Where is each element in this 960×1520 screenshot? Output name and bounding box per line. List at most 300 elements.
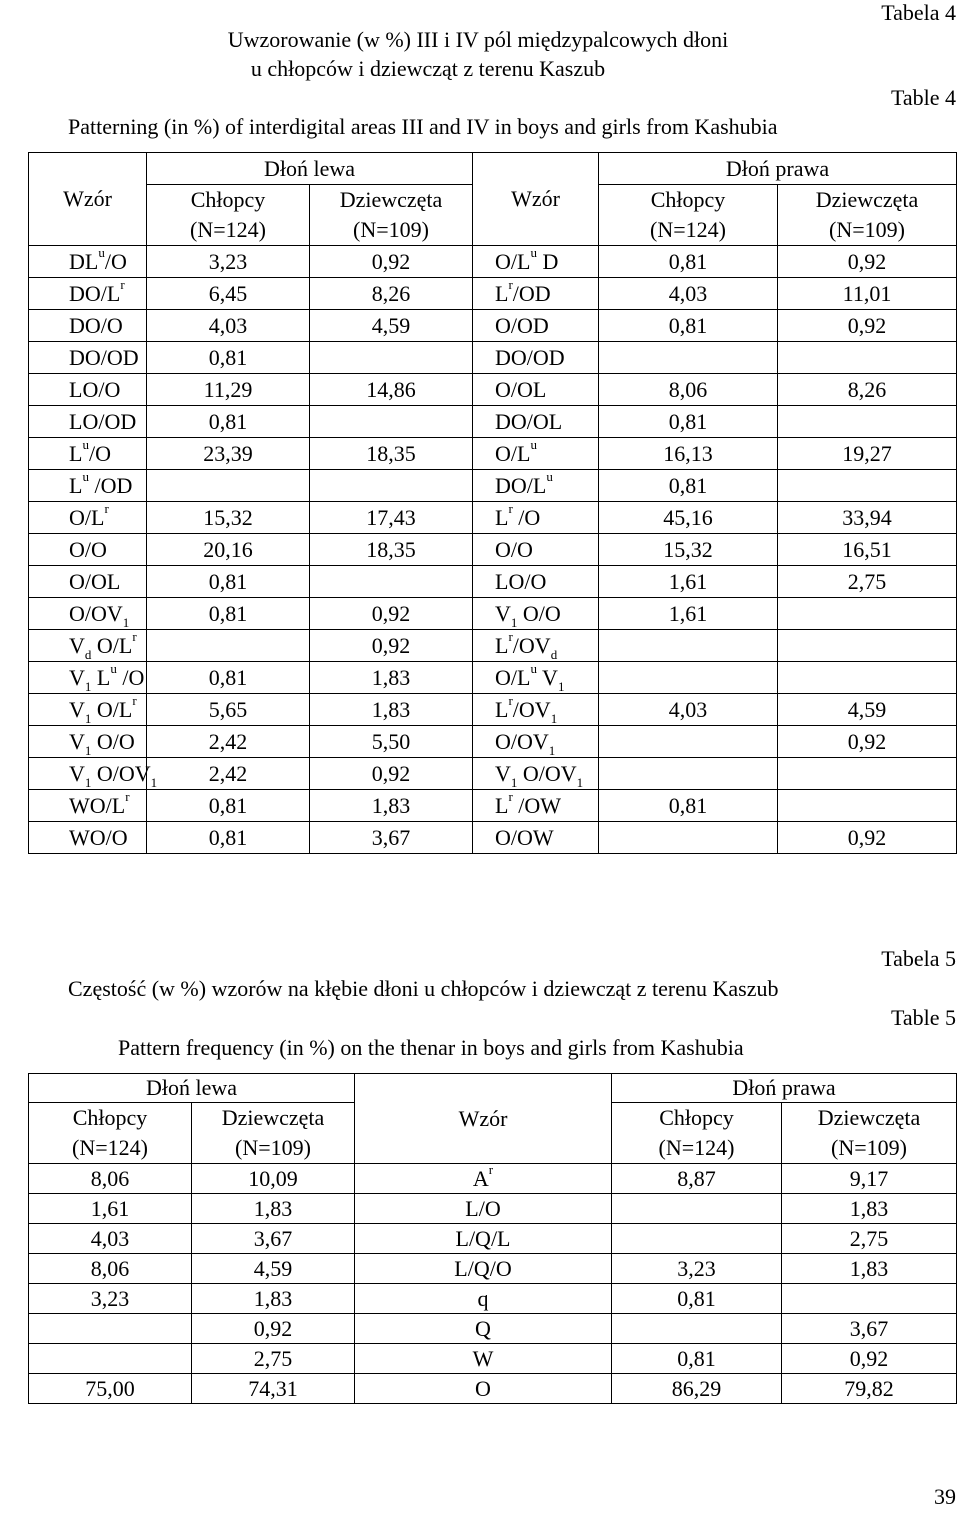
left-pattern-cell bbox=[29, 694, 147, 726]
left-boys-cell: 4,03 bbox=[147, 310, 310, 342]
table-row bbox=[29, 694, 957, 726]
pattern-part: r bbox=[508, 693, 513, 709]
t5-header-right-girls: Dziewczęta (N=109) bbox=[782, 1103, 957, 1164]
t5-header-right-hand: Dłoń prawa bbox=[612, 1074, 957, 1103]
right-girls-cell bbox=[778, 790, 957, 822]
left-girls-cell: 1,83 bbox=[192, 1284, 355, 1314]
right-boys-cell: 0,81 bbox=[599, 790, 778, 822]
pattern-part: V bbox=[69, 632, 85, 658]
pattern-part: /O bbox=[116, 664, 145, 690]
pattern-part: WO/O bbox=[69, 824, 128, 850]
pattern-part: D bbox=[536, 248, 559, 274]
left-girls-cell: 2,75 bbox=[192, 1344, 355, 1374]
right-pattern-cell bbox=[473, 246, 599, 278]
table-row bbox=[29, 758, 957, 790]
pattern-part: r bbox=[132, 693, 137, 709]
left-pattern-cell bbox=[29, 470, 147, 502]
pattern-part: 1 bbox=[84, 774, 92, 790]
pattern-part: O/L bbox=[495, 248, 531, 274]
right-boys-cell: 3,23 bbox=[612, 1254, 782, 1284]
table-row bbox=[29, 1284, 957, 1314]
pattern-part: V bbox=[495, 760, 511, 786]
left-pattern-cell bbox=[29, 374, 147, 406]
table-row bbox=[29, 342, 957, 374]
right-boys-cell: 16,13 bbox=[599, 438, 778, 470]
pattern-part: u bbox=[82, 437, 89, 453]
left-girls-cell bbox=[310, 406, 473, 438]
table-row bbox=[29, 278, 957, 310]
table-row bbox=[29, 310, 957, 342]
right-girls-cell bbox=[778, 406, 957, 438]
table-row bbox=[29, 1194, 957, 1224]
right-boys-cell: 0,81 bbox=[612, 1344, 782, 1374]
pattern-part: O/OL bbox=[69, 568, 121, 594]
table-row bbox=[29, 1374, 957, 1404]
right-girls-cell: 2,75 bbox=[782, 1224, 957, 1254]
pattern-part: /OW bbox=[512, 792, 562, 818]
left-boys-cell bbox=[147, 470, 310, 502]
right-boys-cell: 1,61 bbox=[599, 566, 778, 598]
table-row bbox=[29, 630, 957, 662]
left-girls-cell: 1,83 bbox=[310, 694, 473, 726]
left-pattern-cell bbox=[29, 310, 147, 342]
right-boys-cell: 4,03 bbox=[599, 278, 778, 310]
pattern-part: DO/O bbox=[69, 312, 123, 338]
pattern-cell bbox=[355, 1254, 612, 1284]
pattern-part: /OD bbox=[88, 472, 133, 498]
pattern-part: /O bbox=[512, 504, 541, 530]
pattern-cell bbox=[355, 1284, 612, 1314]
right-boys-cell: 0,81 bbox=[599, 470, 778, 502]
pattern-part: u bbox=[110, 661, 117, 677]
right-pattern-cell bbox=[473, 342, 599, 374]
right-girls-cell bbox=[778, 758, 957, 790]
table-row bbox=[29, 598, 957, 630]
pattern-part: 1 bbox=[150, 774, 158, 790]
pattern-part: L/Q/O bbox=[454, 1255, 512, 1281]
pattern-part: r bbox=[488, 1162, 494, 1178]
left-girls-cell: 5,50 bbox=[310, 726, 473, 758]
table-row bbox=[29, 566, 957, 598]
right-boys-cell bbox=[599, 726, 778, 758]
right-pattern-cell bbox=[473, 470, 599, 502]
pattern-part: O/L bbox=[495, 664, 531, 690]
left-pattern-cell bbox=[29, 438, 147, 470]
left-boys-cell bbox=[29, 1314, 192, 1344]
left-pattern-cell bbox=[29, 534, 147, 566]
pattern-part: r bbox=[508, 277, 513, 293]
table-row bbox=[29, 438, 957, 470]
right-boys-cell: 45,16 bbox=[599, 502, 778, 534]
pattern-part: V bbox=[495, 600, 511, 626]
left-girls-cell: 0,92 bbox=[310, 758, 473, 790]
pattern-part: 1 bbox=[550, 710, 558, 726]
table4-title-pl-line1: Uwzorowanie (w %) III i IV pól międzypalcowych dłoni bbox=[227, 27, 729, 52]
right-girls-cell: 9,17 bbox=[782, 1164, 957, 1194]
table-row bbox=[29, 1344, 957, 1374]
right-pattern-cell bbox=[473, 502, 599, 534]
t4-header-right-boys: Chłopcy (N=124) bbox=[599, 185, 778, 246]
pattern-part: O/O bbox=[91, 728, 135, 754]
pattern-part: u bbox=[546, 469, 553, 485]
right-pattern-cell bbox=[473, 790, 599, 822]
left-girls-cell: 74,31 bbox=[192, 1374, 355, 1404]
pattern-part: /OV bbox=[512, 696, 551, 722]
left-girls-cell bbox=[310, 342, 473, 374]
left-girls-cell: 10,09 bbox=[192, 1164, 355, 1194]
left-girls-cell: 18,35 bbox=[310, 438, 473, 470]
left-girls-cell: 1,83 bbox=[310, 662, 473, 694]
right-pattern-cell bbox=[473, 758, 599, 790]
table-row bbox=[29, 1314, 957, 1344]
left-boys-cell: 6,45 bbox=[147, 278, 310, 310]
right-girls-cell: 16,51 bbox=[778, 534, 957, 566]
right-girls-cell: 0,92 bbox=[778, 726, 957, 758]
pattern-part: /O bbox=[104, 248, 127, 274]
pattern-part: DL bbox=[69, 248, 99, 274]
table5-body bbox=[29, 1164, 957, 1404]
left-girls-cell: 3,67 bbox=[310, 822, 473, 854]
left-boys-cell: 0,81 bbox=[147, 662, 310, 694]
left-boys-cell: 0,81 bbox=[147, 822, 310, 854]
right-girls-cell: 0,92 bbox=[778, 310, 957, 342]
left-boys-cell: 5,65 bbox=[147, 694, 310, 726]
left-boys-cell: 15,32 bbox=[147, 502, 310, 534]
t5-header-left-hand: Dłoń lewa bbox=[29, 1074, 355, 1103]
pattern-part: 1 bbox=[548, 742, 556, 758]
right-pattern-cell bbox=[473, 726, 599, 758]
pattern-part: d bbox=[550, 646, 558, 662]
pattern-part: r bbox=[508, 629, 513, 645]
left-pattern-cell bbox=[29, 598, 147, 630]
pattern-cell bbox=[355, 1374, 612, 1404]
pattern-part: u bbox=[530, 437, 537, 453]
table4-title-en: Patterning (in %) of interdigital areas III and IV in boys and girls from Kashubia bbox=[68, 114, 778, 139]
right-boys-cell bbox=[612, 1314, 782, 1344]
right-pattern-cell bbox=[473, 438, 599, 470]
right-boys-cell: 8,06 bbox=[599, 374, 778, 406]
left-girls-cell: 1,83 bbox=[192, 1194, 355, 1224]
pattern-part: DO/OL bbox=[495, 408, 563, 434]
right-girls-cell: 19,27 bbox=[778, 438, 957, 470]
right-boys-cell: 0,81 bbox=[599, 246, 778, 278]
right-boys-cell: 8,87 bbox=[612, 1164, 782, 1194]
left-boys-cell: 0,81 bbox=[147, 566, 310, 598]
t4-header-left-hand: Dłoń lewa bbox=[147, 153, 473, 185]
pattern-cell bbox=[355, 1224, 612, 1254]
left-boys-cell: 0,81 bbox=[147, 598, 310, 630]
table-row bbox=[29, 726, 957, 758]
left-boys-cell: 11,29 bbox=[147, 374, 310, 406]
right-boys-cell: 86,29 bbox=[612, 1374, 782, 1404]
right-girls-cell: 0,92 bbox=[778, 246, 957, 278]
left-girls-cell: 14,86 bbox=[310, 374, 473, 406]
left-girls-cell: 0,92 bbox=[310, 598, 473, 630]
pattern-part: DO/L bbox=[495, 472, 547, 498]
left-boys-cell: 8,06 bbox=[29, 1254, 192, 1284]
left-pattern-cell bbox=[29, 278, 147, 310]
right-pattern-cell bbox=[473, 662, 599, 694]
right-girls-cell: 2,75 bbox=[778, 566, 957, 598]
left-pattern-cell bbox=[29, 758, 158, 790]
left-boys-cell bbox=[147, 630, 310, 662]
right-boys-cell bbox=[612, 1224, 782, 1254]
pattern-part: L bbox=[495, 504, 509, 530]
left-pattern-cell bbox=[29, 502, 147, 534]
pattern-part: O/OL bbox=[495, 376, 547, 402]
t4-header-left-girls: Dziewczęta (N=109) bbox=[310, 185, 473, 246]
right-pattern-cell bbox=[473, 406, 599, 438]
t4-header-right-hand: Dłoń prawa bbox=[599, 153, 957, 185]
pattern-part: 1 bbox=[84, 678, 92, 694]
table4-title-pl-line2: u chłopców i dziewcząt z terenu Kaszub bbox=[250, 56, 606, 81]
left-pattern-cell bbox=[29, 726, 147, 758]
left-girls-cell: 0,92 bbox=[192, 1314, 355, 1344]
right-pattern-cell bbox=[473, 598, 599, 630]
table5-label-en: Table 5 bbox=[890, 1005, 956, 1030]
pattern-part: 1 bbox=[576, 774, 584, 790]
pattern-part: L/Q/L bbox=[455, 1225, 511, 1251]
pattern-part: O/O bbox=[69, 536, 107, 562]
left-boys-cell: 2,42 bbox=[147, 726, 310, 758]
left-pattern-cell bbox=[29, 342, 147, 374]
right-girls-cell: 4,59 bbox=[778, 694, 957, 726]
right-boys-cell: 0,81 bbox=[599, 406, 778, 438]
right-boys-cell bbox=[599, 662, 778, 694]
left-pattern-cell bbox=[29, 566, 147, 598]
left-boys-cell: 20,16 bbox=[147, 534, 310, 566]
t5-header-left-boys: Chłopcy (N=124) bbox=[29, 1103, 192, 1164]
t4-header-pattern-right: Wzór bbox=[473, 153, 599, 246]
table-row bbox=[29, 374, 957, 406]
left-girls-cell bbox=[310, 470, 473, 502]
pattern-part: O/O bbox=[495, 536, 533, 562]
left-boys-cell: 2,42 bbox=[147, 758, 310, 790]
pattern-part: O/OV bbox=[495, 728, 549, 754]
pattern-cell bbox=[355, 1164, 612, 1194]
pattern-part: r bbox=[508, 789, 513, 805]
pattern-part: O/L bbox=[69, 504, 105, 530]
pattern-part: L/O bbox=[465, 1195, 501, 1221]
right-boys-cell: 15,32 bbox=[599, 534, 778, 566]
table-row bbox=[29, 1164, 957, 1194]
pattern-part: O/L bbox=[91, 696, 133, 722]
pattern-cell bbox=[355, 1194, 612, 1224]
right-boys-cell: 1,61 bbox=[599, 598, 778, 630]
pattern-part: O/OV bbox=[69, 600, 123, 626]
left-girls-cell: 4,59 bbox=[310, 310, 473, 342]
right-boys-cell: 0,81 bbox=[612, 1284, 782, 1314]
table5-title-pl: Częstość (w %) wzorów na kłębie dłoni u chłopców i dziewcząt z terenu Kaszub bbox=[68, 976, 779, 1001]
pattern-part: L bbox=[495, 280, 509, 306]
t5-header-left-girls: Dziewczęta (N=109) bbox=[192, 1103, 355, 1164]
table-row bbox=[29, 406, 957, 438]
pattern-part: 1 bbox=[557, 678, 565, 694]
pattern-part: V bbox=[69, 664, 85, 690]
pattern-part: LO/OD bbox=[69, 408, 137, 434]
pattern-part: V bbox=[69, 760, 85, 786]
left-girls-cell: 17,43 bbox=[310, 502, 473, 534]
left-pattern-cell bbox=[29, 246, 147, 278]
right-girls-cell bbox=[778, 662, 957, 694]
pattern-part: u bbox=[82, 469, 89, 485]
table-row bbox=[29, 1254, 957, 1284]
pattern-part: A bbox=[472, 1165, 489, 1191]
right-girls-cell bbox=[778, 630, 957, 662]
pattern-part: L bbox=[69, 472, 83, 498]
pattern-part: /OV bbox=[512, 632, 551, 658]
pattern-part: O/OD bbox=[495, 312, 549, 338]
left-boys-cell: 1,61 bbox=[29, 1194, 192, 1224]
right-boys-cell bbox=[599, 342, 778, 374]
right-boys-cell bbox=[599, 822, 778, 854]
pattern-part: 1 bbox=[510, 614, 518, 630]
left-pattern-cell bbox=[29, 630, 147, 662]
table-row bbox=[29, 790, 957, 822]
table5-label-pl: Tabela 5 bbox=[881, 946, 956, 971]
pattern-part: r bbox=[508, 501, 513, 517]
pattern-part: O/OV bbox=[517, 760, 577, 786]
left-boys-cell: 23,39 bbox=[147, 438, 310, 470]
pattern-part: /OD bbox=[512, 280, 551, 306]
right-pattern-cell bbox=[473, 566, 599, 598]
left-boys-cell: 0,81 bbox=[147, 406, 310, 438]
pattern-part: u bbox=[98, 245, 105, 261]
pattern-part: d bbox=[84, 646, 92, 662]
pattern-cell bbox=[355, 1314, 612, 1344]
left-girls-cell: 4,59 bbox=[192, 1254, 355, 1284]
pattern-part: DO/L bbox=[69, 280, 121, 306]
pattern-part: r bbox=[120, 277, 125, 293]
right-boys-cell bbox=[612, 1194, 782, 1224]
pattern-part: V bbox=[536, 664, 558, 690]
right-girls-cell: 8,26 bbox=[778, 374, 957, 406]
right-pattern-cell bbox=[473, 630, 599, 662]
right-girls-cell: 33,94 bbox=[778, 502, 957, 534]
pattern-part: WO/L bbox=[69, 792, 126, 818]
pattern-part: O/OV bbox=[91, 760, 151, 786]
left-girls-cell: 0,92 bbox=[310, 630, 473, 662]
table4 bbox=[28, 152, 957, 854]
table4-label-pl: Tabela 4 bbox=[881, 0, 956, 25]
right-girls-cell: 79,82 bbox=[782, 1374, 957, 1404]
left-pattern-cell bbox=[29, 662, 147, 694]
right-girls-cell: 0,92 bbox=[778, 822, 957, 854]
pattern-part: q bbox=[477, 1285, 489, 1311]
left-girls-cell: 0,92 bbox=[310, 246, 473, 278]
table4-body bbox=[29, 246, 957, 854]
pattern-part: r bbox=[104, 501, 109, 517]
table5 bbox=[28, 1073, 957, 1404]
pattern-part: DO/OD bbox=[495, 344, 565, 370]
pattern-part: LO/O bbox=[69, 376, 121, 402]
right-pattern-cell bbox=[473, 822, 599, 854]
left-boys-cell: 75,00 bbox=[29, 1374, 192, 1404]
pattern-part: L bbox=[495, 792, 509, 818]
right-boys-cell: 0,81 bbox=[599, 310, 778, 342]
pattern-part: O bbox=[475, 1375, 491, 1401]
right-boys-cell: 4,03 bbox=[599, 694, 778, 726]
left-boys-cell: 3,23 bbox=[147, 246, 310, 278]
pattern-part: r bbox=[132, 629, 137, 645]
pattern-part: 1 bbox=[84, 742, 92, 758]
pattern-part: L bbox=[69, 440, 83, 466]
table-row bbox=[29, 502, 957, 534]
pattern-part: L bbox=[91, 664, 111, 690]
pattern-part: V bbox=[69, 696, 85, 722]
pattern-part: 1 bbox=[122, 614, 130, 630]
pattern-part: O/L bbox=[495, 440, 531, 466]
right-girls-cell bbox=[778, 470, 957, 502]
left-pattern-cell bbox=[29, 406, 147, 438]
left-boys-cell: 8,06 bbox=[29, 1164, 192, 1194]
page-number: 39 bbox=[934, 1484, 956, 1509]
table-row bbox=[29, 662, 957, 694]
right-girls-cell: 11,01 bbox=[778, 278, 957, 310]
right-girls-cell bbox=[778, 598, 957, 630]
table5-title-en: Pattern frequency (in %) on the thenar in boys and girls from Kashubia bbox=[118, 1035, 744, 1060]
left-boys-cell: 3,23 bbox=[29, 1284, 192, 1314]
table-row bbox=[29, 246, 957, 278]
right-pattern-cell bbox=[473, 694, 599, 726]
right-boys-cell bbox=[599, 758, 778, 790]
right-pattern-cell bbox=[473, 534, 599, 566]
right-boys-cell bbox=[599, 630, 778, 662]
right-girls-cell: 3,67 bbox=[782, 1314, 957, 1344]
pattern-part: 1 bbox=[510, 774, 518, 790]
right-girls-cell: 1,83 bbox=[782, 1254, 957, 1284]
right-girls-cell bbox=[778, 342, 957, 374]
table-row bbox=[29, 534, 957, 566]
t4-header-left-boys: Chłopcy (N=124) bbox=[147, 185, 310, 246]
t5-header-pattern: Wzór bbox=[355, 1074, 612, 1164]
pattern-part: L bbox=[495, 696, 509, 722]
pattern-part: O/L bbox=[91, 632, 133, 658]
left-girls-cell: 8,26 bbox=[310, 278, 473, 310]
left-girls-cell: 18,35 bbox=[310, 534, 473, 566]
pattern-part: r bbox=[125, 789, 130, 805]
left-girls-cell bbox=[310, 566, 473, 598]
left-pattern-cell bbox=[29, 790, 147, 822]
pattern-part: O/OW bbox=[495, 824, 554, 850]
table-row bbox=[29, 470, 957, 502]
right-pattern-cell bbox=[473, 278, 599, 310]
pattern-part: /O bbox=[88, 440, 111, 466]
table-row bbox=[29, 1224, 957, 1254]
pattern-cell bbox=[355, 1344, 612, 1374]
table-row bbox=[29, 822, 957, 854]
pattern-part: DO/OD bbox=[69, 344, 139, 370]
right-pattern-cell bbox=[473, 374, 599, 406]
pattern-part: u bbox=[530, 245, 537, 261]
left-boys-cell: 0,81 bbox=[147, 342, 310, 374]
pattern-part: V bbox=[69, 728, 85, 754]
pattern-part: W bbox=[472, 1345, 494, 1371]
t4-header-pattern-left: Wzór bbox=[29, 153, 147, 246]
pattern-part: 1 bbox=[84, 710, 92, 726]
pattern-part: LO/O bbox=[495, 568, 547, 594]
right-pattern-cell bbox=[473, 310, 599, 342]
pattern-part: L bbox=[495, 632, 509, 658]
t4-header-right-girls: Dziewczęta (N=109) bbox=[778, 185, 957, 246]
right-girls-cell: 0,92 bbox=[782, 1344, 957, 1374]
right-girls-cell: 1,83 bbox=[782, 1194, 957, 1224]
left-girls-cell: 1,83 bbox=[310, 790, 473, 822]
pattern-part: u bbox=[530, 661, 537, 677]
pattern-part: Q bbox=[475, 1315, 491, 1341]
table4-label-en: Table 4 bbox=[890, 85, 956, 110]
left-girls-cell: 3,67 bbox=[192, 1224, 355, 1254]
